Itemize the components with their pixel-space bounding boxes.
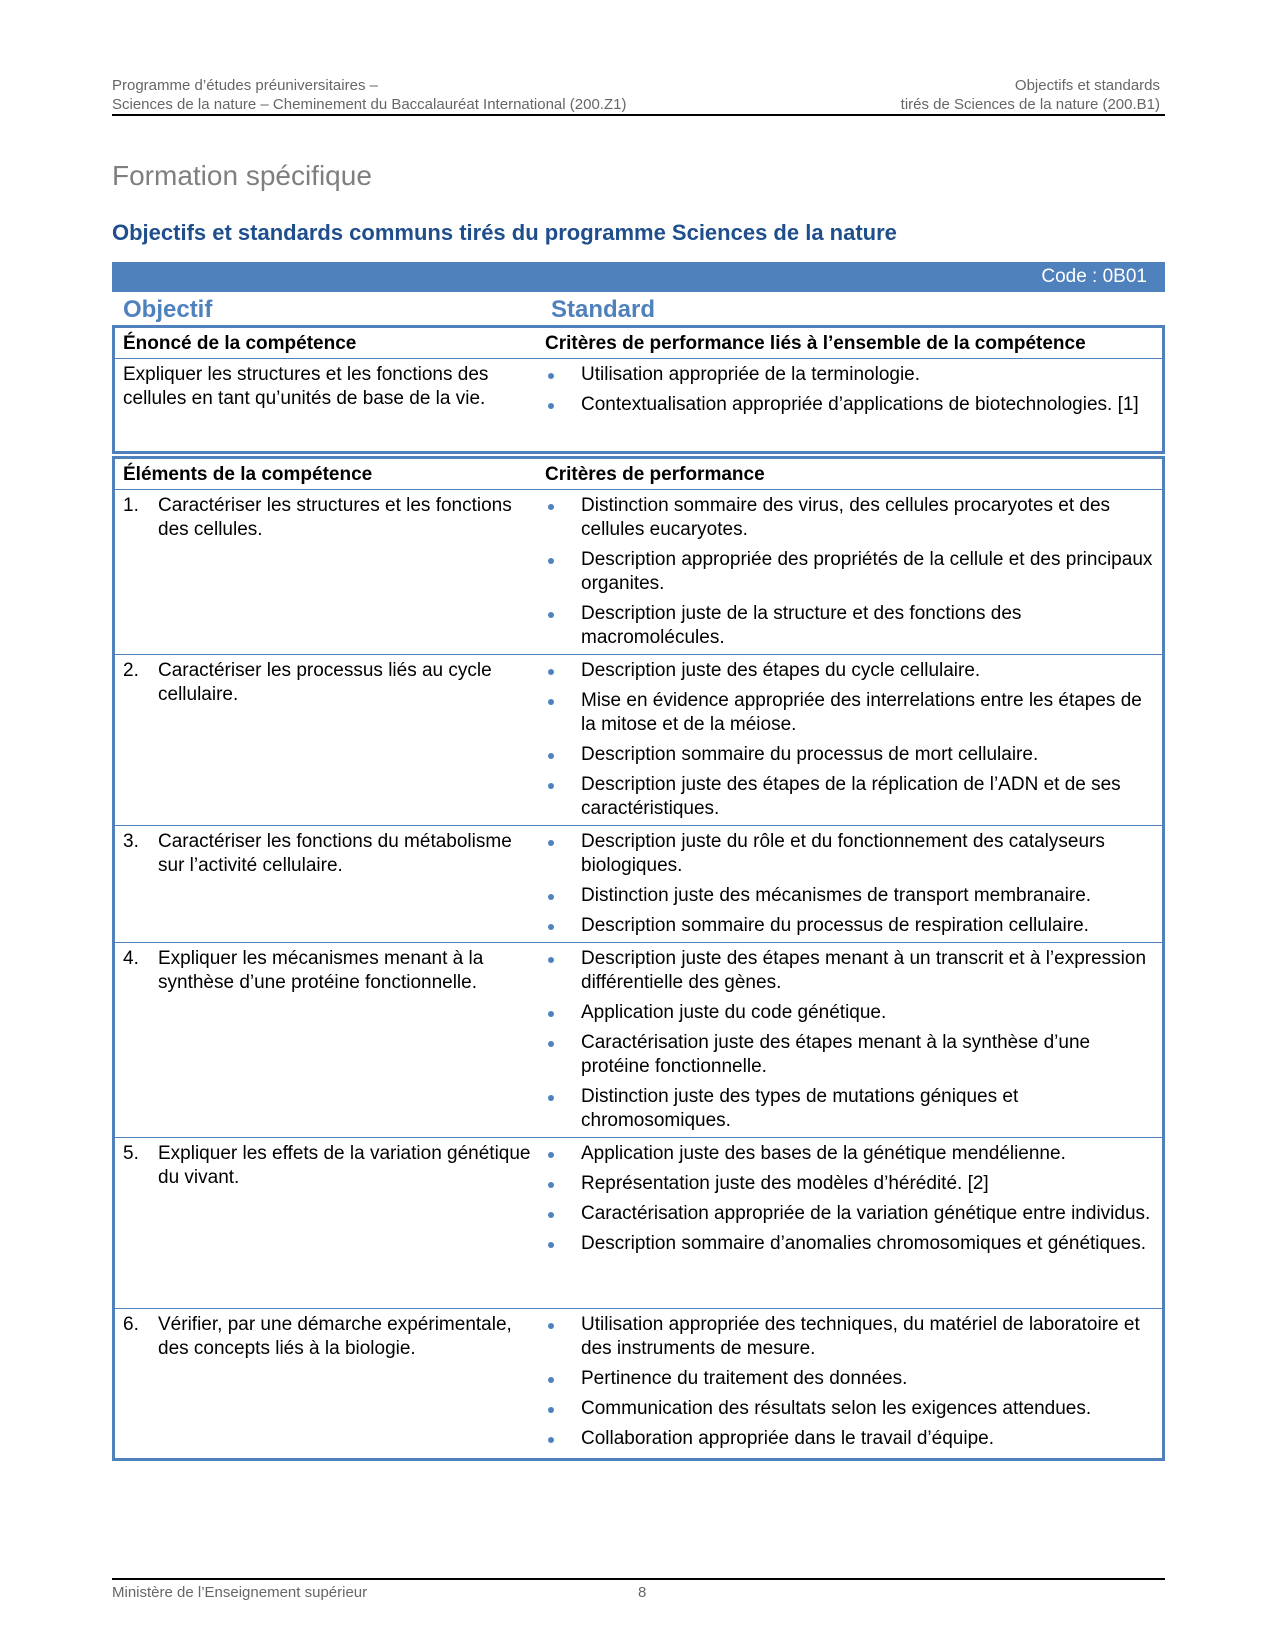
header-right-line2: tirés de Sciences de la nature (200.B1)	[900, 96, 1160, 113]
criterion: Mise en évidence appropriée des interrelations entre les étapes de la mitose et de la méiose.	[545, 689, 1155, 737]
elements-header-row	[115, 459, 1162, 489]
element-row	[115, 489, 1162, 654]
criterion: Description juste de la structure et des fonctions des macromolécules.	[545, 602, 1155, 650]
competence-statement: Expliquer les structures et les fonctions des cellules en tant qu’unités de base de la vie.	[123, 364, 489, 409]
competence-row	[115, 358, 1162, 447]
competence-header-row	[115, 328, 1162, 358]
criterion: Contextualisation appropriée d’applications de biotechnologies. [1]	[545, 393, 1155, 417]
element-row	[115, 1137, 1162, 1308]
page-footer	[112, 1578, 1165, 1601]
criterion: Application juste du code génétique.	[545, 1001, 1155, 1025]
element-text: Caractériser les processus liés au cycle cellulaire.	[158, 660, 492, 705]
element-row	[115, 654, 1162, 825]
subtitle: Objectifs et standards communs tirés du programme Sciences de la nature	[112, 220, 897, 245]
criterion: Application juste des bases de la génétique mendélienne.	[545, 1142, 1155, 1166]
header-right-line1: Objectifs et standards	[1014, 77, 1160, 94]
competence-header-right: Critères de performance liés à l’ensemble de la compétence	[545, 333, 1086, 354]
criterion: Distinction juste des types de mutations géniques et chromosomiques.	[545, 1085, 1155, 1133]
element-number: 3.	[123, 831, 139, 852]
criterion: Distinction sommaire des virus, des cellules procaryotes et des cellules eucaryotes.	[545, 494, 1155, 542]
criterion: Description juste des étapes menant à un transcrit et à l’expression différentielle des gènes.	[545, 947, 1155, 995]
element-number: 6.	[123, 1314, 139, 1335]
competence-table	[112, 325, 1165, 454]
footer-ministry: Ministère de l’Enseignement supérieur	[112, 1584, 368, 1601]
criterion: Description juste des étapes de la réplication de l’ADN et de ses caractéristiques.	[545, 773, 1155, 821]
criterion: Utilisation appropriée de la terminologie.	[545, 363, 1155, 387]
criterion: Caractérisation juste des étapes menant à la synthèse d’une protéine fonctionnelle.	[545, 1031, 1155, 1079]
criterion: Représentation juste des modèles d’hérédité. [2]	[545, 1172, 1155, 1196]
header-left-line2: Sciences de la nature – Cheminement du Baccalauréat International (200.Z1)	[112, 96, 627, 113]
column-headers	[112, 296, 1165, 326]
header-left-line1: Programme d’études préuniversitaires –	[112, 77, 378, 94]
criterion: Caractérisation appropriée de la variation génétique entre individus.	[545, 1202, 1155, 1226]
element-number: 5.	[123, 1143, 139, 1164]
criterion: Collaboration appropriée dans le travail d’équipe.	[545, 1427, 1155, 1451]
element-text: Vérifier, par une démarche expérimentale, des concepts liés à la biologie.	[158, 1314, 512, 1359]
criterion: Description appropriée des propriétés de la cellule et des principaux organites.	[545, 548, 1155, 596]
element-row	[115, 1308, 1162, 1459]
element-number: 2.	[123, 660, 139, 681]
code-label: Code : 0B01	[1041, 266, 1147, 287]
criterion: Communication des résultats selon les exigences attendues.	[545, 1397, 1155, 1421]
element-row	[115, 825, 1162, 942]
element-text: Expliquer les mécanismes menant à la synthèse d’une protéine fonctionnelle.	[158, 948, 484, 993]
element-text: Caractériser les fonctions du métabolisme sur l’activité cellulaire.	[158, 831, 512, 876]
element-number: 4.	[123, 948, 139, 969]
objectif-heading: Objectif	[123, 296, 213, 323]
criterion: Description sommaire du processus de respiration cellulaire.	[545, 914, 1155, 938]
element-text: Expliquer les effets de la variation génétique du vivant.	[158, 1143, 531, 1188]
criterion: Pertinence du traitement des données.	[545, 1367, 1155, 1391]
criterion: Description juste du rôle et du fonctionnement des catalyseurs biologiques.	[545, 830, 1155, 878]
element-text: Caractériser les structures et les fonctions des cellules.	[158, 495, 512, 540]
elements-table	[112, 456, 1165, 1461]
element-number: 1.	[123, 495, 139, 516]
page-header	[112, 74, 1165, 116]
section-title: Formation spécifique	[112, 160, 372, 191]
criterion: Description juste des étapes du cycle cellulaire.	[545, 659, 1155, 683]
elements-header-left: Éléments de la compétence	[123, 464, 373, 485]
element-row	[115, 942, 1162, 1137]
criterion: Utilisation appropriée des techniques, du matériel de laboratoire et des instruments de mesure.	[545, 1313, 1155, 1361]
page-number: 8	[638, 1584, 647, 1601]
criterion: Description sommaire d’anomalies chromosomiques et génétiques.	[545, 1232, 1155, 1256]
criterion: Description sommaire du processus de mort cellulaire.	[545, 743, 1155, 767]
code-bar	[112, 262, 1165, 292]
criterion: Distinction juste des mécanismes de transport membranaire.	[545, 884, 1155, 908]
elements-header-right: Critères de performance	[545, 464, 765, 485]
competence-header-left: Énoncé de la compétence	[123, 333, 357, 354]
standard-heading: Standard	[551, 296, 656, 323]
